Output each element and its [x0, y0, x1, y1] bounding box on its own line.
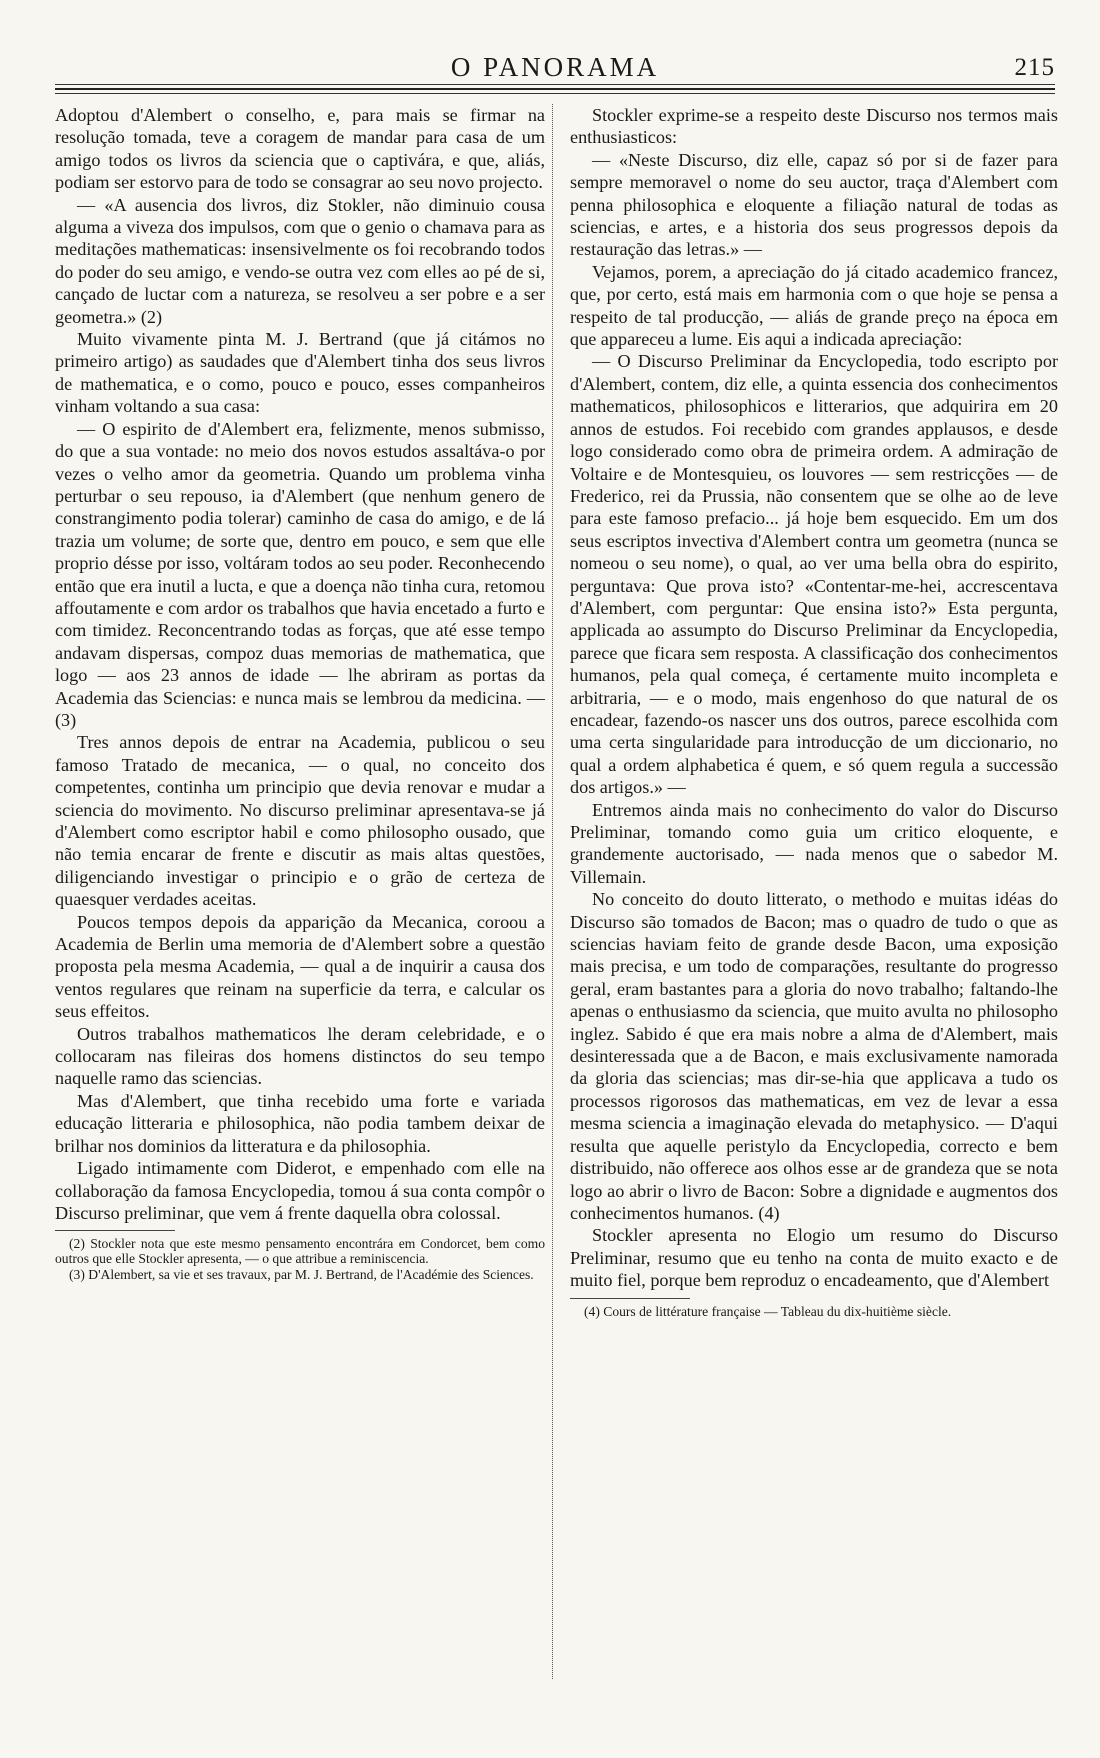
paragraph: Ligado intimamente com Diderot, e empenhado com elle na collaboração da famosa Encyclopedia, tomou á sua conta compôr o Discurso preliminar, que vem á frente daquella obra colossal.: [55, 1158, 545, 1223]
page-number: 215: [1014, 54, 1055, 81]
footnotes-left: [55, 1236, 545, 1282]
footnote: (4) Cours de littérature française — Tableau du dix-huitième siècle.: [584, 1303, 952, 1319]
page-header: [55, 52, 1055, 92]
header-rule-thick: [55, 88, 1055, 90]
column-divider: [552, 104, 553, 1679]
paragraph: Stockler exprime-se a respeito deste Discurso nos termos mais enthusiasticos:: [570, 105, 1058, 148]
paragraph: Tres annos depois de entrar na Academia, publicou o seu famoso Tratado de mecanica, — o qual, no conceito dos competentes, continha um principio que devia renovar e mudar a sciencia do movimento. No discurso preliminar apresentava-se já d'Alembert como escriptor habil e como philosopho ousado, que não temia encarar de frente e discutir as mais altas questões, diligenciando investigar o principio e o grão de certeza de quaesquer verdades aceitas.: [55, 732, 545, 910]
paragraph: Vejamos, porem, a apreciação do já citado academico francez, que, por certo, está mais em harmonia com o que hoje se pensa a respeito de tal producção, — aliás de grande preço na época em que appareceu a lume. Eis aqui a indicada apreciação:: [570, 261, 1058, 350]
footnote: (2) Stockler nota que este mesmo pensamento encontrára em Condorcet, bem como outros que elle Stockler apresenta, — o que attribue a reminiscencia.: [55, 1236, 545, 1267]
footnote-separator: [55, 1230, 175, 1231]
paragraph: Adoptou d'Alembert o conselho, e, para mais se firmar na resolução tomada, teve a coragem de mandar para casa de um amigo todos os livros da sciencia que o captivára, e que, aliás, podiam ser estorvo para de todo se consagrar ao seu novo projecto.: [55, 105, 545, 193]
running-title: O PANORAMA: [450, 52, 660, 82]
paragraph: Poucos tempos depois da apparição da Mecanica, coroou a Academia de Berlin uma memoria de d'Alembert sobre a questão proposta pela mesma Academia, — qual a de inquirir a causa dos ventos regulares que reinam na superficie da terra, e calcular os seus effeitos.: [55, 911, 545, 1022]
footnotes-right: [570, 1304, 1058, 1319]
paragraph: No conceito do douto litterato, o methodo e muitas idéas do Discurso são tomados de Bacon; mas o quadro de tudo o que as sciencias haviam feito de grande desde Bacon, uma exposição mais precisa, e um todo de comparações, resultante do progresso geral, eram bastantes para a gloria do novo trabalho; faltando-lhe apenas o enthusiasmo da sciencia, que muito avulta no philosopho inglez. Sabido é que era mais nobre a alma de d'Alembert, mais desinteressada que a de Bacon, e mais exclusivamente namorada da gloria das sciencias; mas dir-se-hia que applicava a tudo os processos rigorosos das mathematicas, em vez de levar a essa mesma sciencia a imaginação elevada do metaphysico. — D'aqui resulta que aquelle peristylo da Encyclopedia, correcto e bem distribuido, não offerece aos olhos esse ar de grandeza que se nota logo ao abrir o livro de Bacon: Sobre a dignidade e augmentos dos conhecimentos humanos. (4): [570, 889, 1058, 1223]
paragraph: — «Neste Discurso, diz elle, capaz só por si de fazer para sempre memoravel o nome do seu auctor, traça d'Alembert com penna philosophica e eloquente a filiação natural de todas as sciencias, e artes, e a historia dos seus progressos depois da restauração das letras.» —: [570, 149, 1058, 260]
paragraph: — O Discurso Preliminar da Encyclopedia, todo escripto por d'Alembert, contem, diz elle, a quinta essencia dos conhecimentos mathematicos, philosophicos e litterarios, que adquirira em 20 annos de estudos. Foi recebido com grandes applausos, e desde logo considerado como obra de primeira ordem. A admiração de Voltaire e de Montesquieu, os louvores — sem restricções — de Frederico, rei da Prussia, não consentem que se olhe ao de leve para este famoso prefacio... já hoje bem esquecido. Em um dos seus escriptos invectiva d'Alembert contra um geometra (nunca se nomeou o seu nome), o qual, ao ver uma bella obra do espirito, perguntava: Que prova isto? «Contentar-me-hei, accrescentava d'Alembert, com perguntar: Que ensina isto?» Esta pergunta, applicada ao assumpto do Discurso Preliminar da Encyclopedia, parece que ficara sem resposta. A classificação dos conhecimentos humanos, pela qual começa, é certamente muito incompleta e arbitraria, — e o modo, mais engenhoso do que natural de os encadear, fazendo-os nascer uns dos outros, parece escolhida com uma certa singularidade para introducção de um diccionario, no qual a ordem alphabetica é quem, e só quem regula a successão dos artigos.» —: [570, 351, 1058, 798]
right-column: [570, 104, 1058, 1320]
paragraph: Stockler apresenta no Elogio um resumo do Discurso Preliminar, resumo que eu tenho na conta de muito exacto e de muito fiel, porque bem reproduz o encadeamento, que d'Alembert: [570, 1225, 1058, 1291]
paragraph: — O espirito de d'Alembert era, felizmente, menos submisso, do que a sua vontade: no meio dos novos estudos assaltáva-o por vezes o velho amor da geometria. Quando um problema vinha perturbar o seu repouso, ia d'Alembert (que nenhum genero de constrangimento podia tolerar) caminho de casa do amigo, e de lá trazia um volume; de sorte que, dentro em pouco, e sem que elle proprio désse por isso, voltáram todos ao seu poder. Reconhecendo então que era inutil a lucta, e que a doença não tinha cura, retomou affoutamente e com ardor os trabalhos que havia encetado a furto e com timidez. Reconcentrando todas as forças, que até esse tempo andavam dispersas, compoz duas memorias de mathematica, que logo — aos 23 annos de idade — lhe abriram as portas da Academia das Sciencias: e nunca mais se lembrou da medicina. — (3): [55, 418, 545, 730]
paragraph: Muito vivamente pinta M. J. Bertrand (que já citámos no primeiro artigo) as saudades que d'Alembert tinha dos seus livros de mathematica, e o como, pouco e pouco, esses companheiros vinham voltando a sua casa:: [55, 329, 545, 417]
paragraph: Outros trabalhos mathematicos lhe deram celebridade, e o collocaram nas fileiras dos homens distinctos do seu tempo naquelle ramo das sciencias.: [55, 1023, 545, 1089]
header-rule-thin: [55, 84, 1055, 85]
paragraph: Mas d'Alembert, que tinha recebido uma forte e variada educação litteraria e philosophica, não podia tambem deixar de brilhar nos dominios da litteratura e da philosophia.: [55, 1090, 545, 1156]
footnote-separator: [570, 1298, 690, 1299]
paragraph: Entremos ainda mais no conhecimento do valor do Discurso Preliminar, tomando como guia um critico eloquente, e grandemente auctorisado, — nada menos que o sabedor M. Villemain.: [570, 799, 1058, 887]
footnote: (3) D'Alembert, sa vie et ses travaux, par M. J. Bertrand, de l'Académie des Sciences.: [69, 1267, 534, 1283]
header-rule-thin-lower: [55, 93, 1055, 94]
paragraph: — «A ausencia dos livros, diz Stokler, não diminuio cousa alguma a viveza dos impulsos, com que o genio o chamava para as meditações mathematicas: insensivelmente os foi recobrando todos do poder do seu amigo, e vendo-se outra vez com elles ao pé de si, cançado de luctar com a natureza, se resolveu a ser pobre e a ser geometra.» (2): [55, 194, 545, 327]
left-column: [55, 104, 545, 1283]
